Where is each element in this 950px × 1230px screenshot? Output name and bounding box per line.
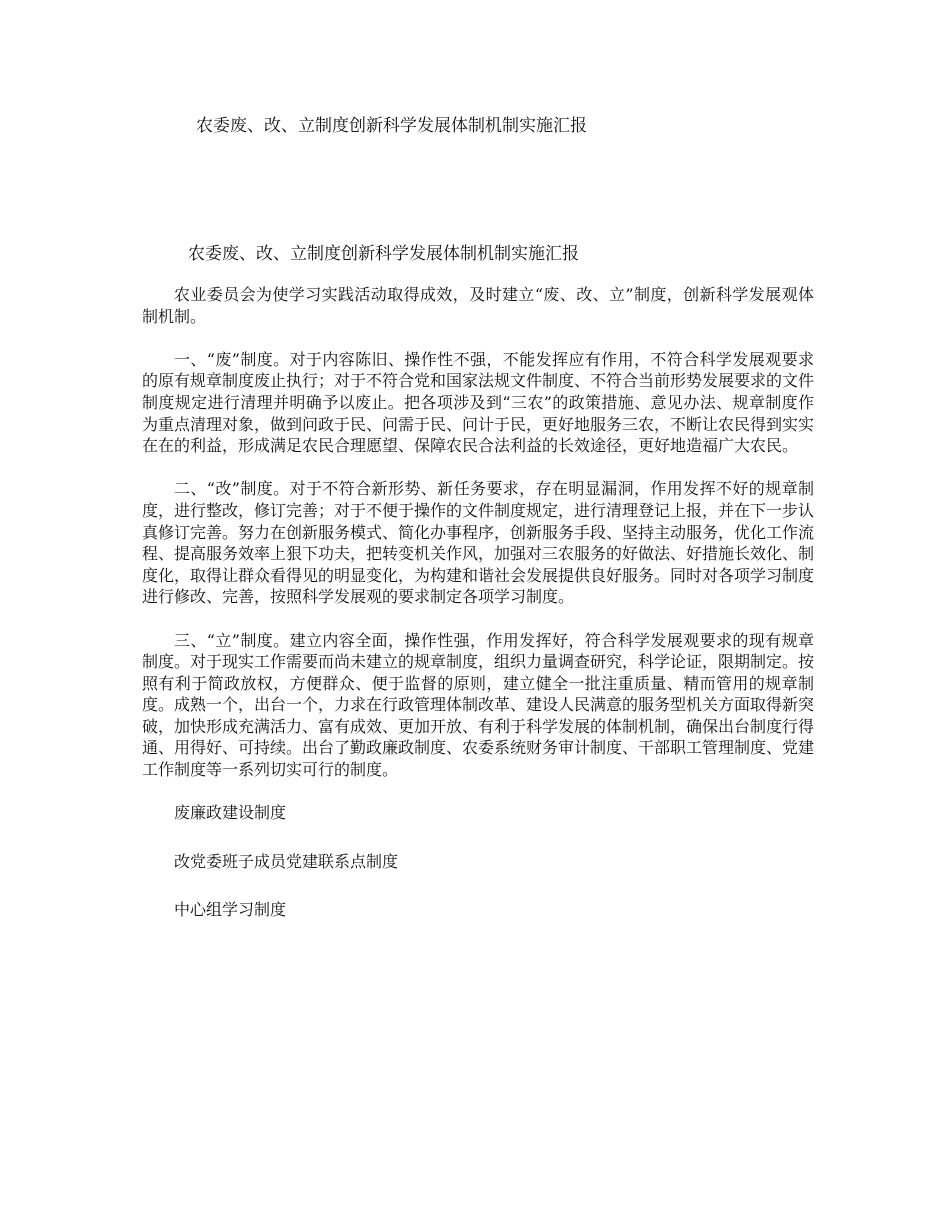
document-body [142, 284, 814, 948]
list-item: 废廉政建设制度 [174, 803, 287, 823]
document-title: 农委废、改、立制度创新科学发展体制机制实施汇报 [188, 244, 579, 264]
header-title: 农委废、改、立制度创新科学发展体制机制实施汇报 [196, 116, 587, 136]
abolish-section-paragraph: 一、“废”制度。对于内容陈旧、操作性不强，不能发挥应有作用，不符合科学发展观要求的原有规章制度废止执行；对于不符合党和国家法规文件制度、不符合当前形势发展要求的文件制度规定进行清理并明确予以废止。把各项涉及到“三农”的政策措施、意见办法、规章制度作为重点清理对象，做到问政于民、问需于民、问计于民，更好地服务三农，不断让农民得到实实在在的利益，形成满足农民合理愿望、保障农民合法利益的长效途径，更好地造福广大农民。 [142, 349, 815, 456]
list-item: 改党委班子成员党建联系点制度 [174, 851, 399, 871]
list-item: 中心组学习制度 [174, 900, 287, 920]
intro-paragraph: 农业委员会为使学习实践活动取得成效，及时建立“废、改、立”制度，创新科学发展观体制机制。 [142, 285, 814, 326]
revise-section-paragraph: 二、“改”制度。对于不符合新形势、新任务要求，存在明显漏洞，作用发挥不好的规章制度，进行整改，修订完善；对于不便于操作的文件制度规定，进行清理登记上报，并在下一步认真修订完善。努力在创新服务模式、简化办事程序，创新服务手段、坚持主动服务，优化工作流程、提高服务效率上狠下功夫，把转变机关作风，加强对三农服务的好做法、好措施长效化、制度化，取得让群众看得见的明显变化，为构建和谐社会发展提供良好服务。同时对各项学习制度进行修改、完善，按照科学发展观的要求制定各项学习制度。 [142, 479, 815, 607]
establish-section-paragraph: 三、“立”制度。建立内容全面，操作性强，作用发挥好，符合科学发展观要求的现有规章制度。对于现实工作需要而尚未建立的规章制度，组织力量调查研究，科学论证，限期制定。按照有利于简政放权，方便群众、便于监督的原则，建立健全一批注重质量、精而管用的规章制度。成熟一个，出台一个，力求在行政管理体制改革、建设人民满意的服务型机关方面取得新突破，加快形成充满活力、富有成效、更加开放、有利于科学发展的体制机制，确保出台制度行得通、用得好、可持续。出台了勤政廉政制度、农委系统财务审计制度、干部职工管理制度、党建工作制度等一系列切实可行的制度。 [142, 630, 815, 780]
